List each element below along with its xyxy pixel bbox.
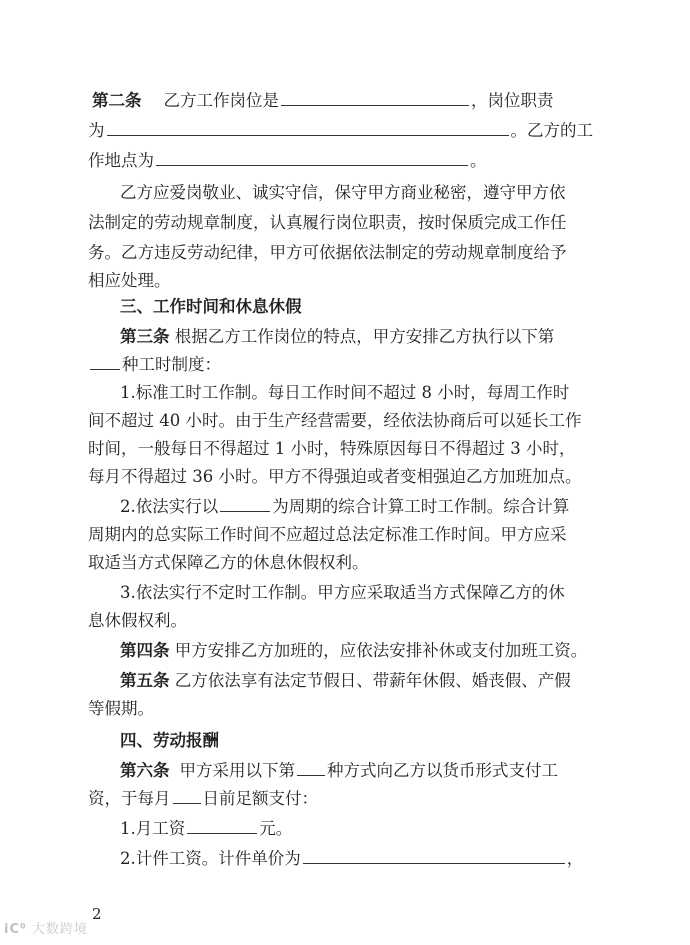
art3-line2 (88, 350, 608, 380)
art6-text-b: 种方式向乙方以货币形式支付工 (327, 761, 558, 780)
art3-opt1-line4: 每月不得超过 36 小时。甲方不得强迫或者变相强迫乙方加班加点。 (88, 467, 582, 486)
art3-opt1-line1: 1.标准工时工作制。每日工作时间不超过 8 小时，每周工作时 (120, 383, 570, 402)
art5-text: 乙方依法享有法定节假日、带薪年休假、婚丧假、产假 (174, 671, 571, 690)
art2-p2-line4: 相应处理。 (88, 271, 171, 290)
art6-opt2-text-b: ， (566, 849, 584, 868)
art2-text-d: 。乙方的工 (510, 121, 593, 140)
workplace-blank[interactable] (156, 147, 468, 166)
art2-text-c: 为 (88, 121, 105, 140)
art2-p2-line2: 法制定的劳动规章制度，认真履行岗位职责，按时保质完成工作任 (88, 213, 567, 232)
art6-opt1-line (120, 814, 640, 844)
art4-line (120, 636, 640, 666)
art3-opt3-line1: 3.依法实行不定时工作制。甲方应采取适当方式保障乙方的休 (120, 583, 565, 602)
art3-line1 (120, 322, 640, 352)
art2-text-a: 乙方工作岗位是 (163, 91, 279, 110)
monthly-salary-blank[interactable] (187, 815, 257, 834)
art3-opt2-line1 (120, 492, 640, 522)
art2-text-f: 。 (470, 151, 487, 170)
art3-text-b: 种工时制度： (122, 355, 221, 374)
page-number: 2 (92, 905, 102, 923)
art4-title: 第四条 (120, 641, 170, 660)
art6-opt1-text-a: 1.月工资 (120, 819, 186, 838)
art2-title: 第二条 (92, 91, 142, 110)
art6-title: 第六条 (120, 761, 170, 780)
art6-opt1-text-b: 元。 (259, 819, 293, 838)
art6-opt2-text-a: 2.计件工资。计件单价为 (120, 849, 301, 868)
art3-opt2-line3: 取适当方式保障乙方的休息休假权利。 (88, 553, 369, 572)
art3-opt1-line3: 时间，一般每日不得超过 1 小时，特殊原因每日不得超过 3 小时， (88, 439, 576, 458)
art4-text: 甲方安排乙方加班的，应依法安排补休或支付加班工资。 (174, 641, 588, 660)
watermark-text: 大数跨境 (31, 922, 88, 937)
watermark (4, 918, 88, 937)
payment-method-blank[interactable] (297, 757, 325, 776)
art3-title: 第三条 (120, 327, 170, 346)
art3-text: 根据乙方工作岗位的特点，甲方安排乙方执行以下第 (174, 327, 555, 346)
art6-opt2-line (120, 844, 640, 874)
section3-heading: 三、工作时间和休息休假 (120, 297, 302, 316)
art5-line1 (120, 666, 640, 696)
art6-text-c: 资，于每月 (88, 789, 171, 808)
art2-line2 (88, 116, 608, 146)
art6-text-d: 日前足额支付： (202, 789, 318, 808)
duty-blank[interactable] (107, 117, 509, 136)
period-blank[interactable] (220, 493, 270, 512)
art6-text-a: 甲方采用以下第 (179, 761, 295, 780)
art2-line3 (88, 146, 608, 176)
post-blank[interactable] (281, 87, 469, 106)
art3-opt1-line2: 间不超过 40 小时。由于生产经营需要，经依法协商后可以延长工作 (88, 411, 582, 430)
art6-line2 (88, 784, 608, 814)
art2-p2-line3: 务。乙方违反劳动纪律，甲方可依据依法制定的劳动规章制度给予 (88, 243, 567, 262)
pay-day-blank[interactable] (173, 785, 201, 804)
art3-opt2-text-b: 为周期的综合计算工时工作制。综合计算 (272, 497, 570, 516)
watermark-logo-icon: iC⁰ (4, 922, 27, 937)
section4-heading: 四、劳动报酬 (120, 731, 219, 750)
art5-title: 第五条 (120, 671, 170, 690)
hours-system-blank[interactable] (90, 351, 120, 370)
art3-opt2-text-a: 2.依法实行以 (120, 497, 219, 516)
art6-line1 (120, 756, 640, 786)
art2-p2-line1: 乙方应爱岗敬业、诚实守信，保守甲方商业秘密，遵守甲方依 (120, 183, 566, 202)
art2-text-e: 作地点为 (88, 151, 154, 170)
art2-line1 (92, 86, 612, 116)
art5-line2: 等假期。 (88, 699, 154, 718)
art3-opt3-line2: 息休假权利。 (88, 611, 187, 630)
art2-text-b: ，岗位职责 (471, 91, 554, 110)
piece-rate-blank[interactable] (303, 845, 565, 864)
art3-opt2-line2: 周期内的总实际工作时间不应超过总法定标准工作时间。甲方应采 (88, 525, 567, 544)
